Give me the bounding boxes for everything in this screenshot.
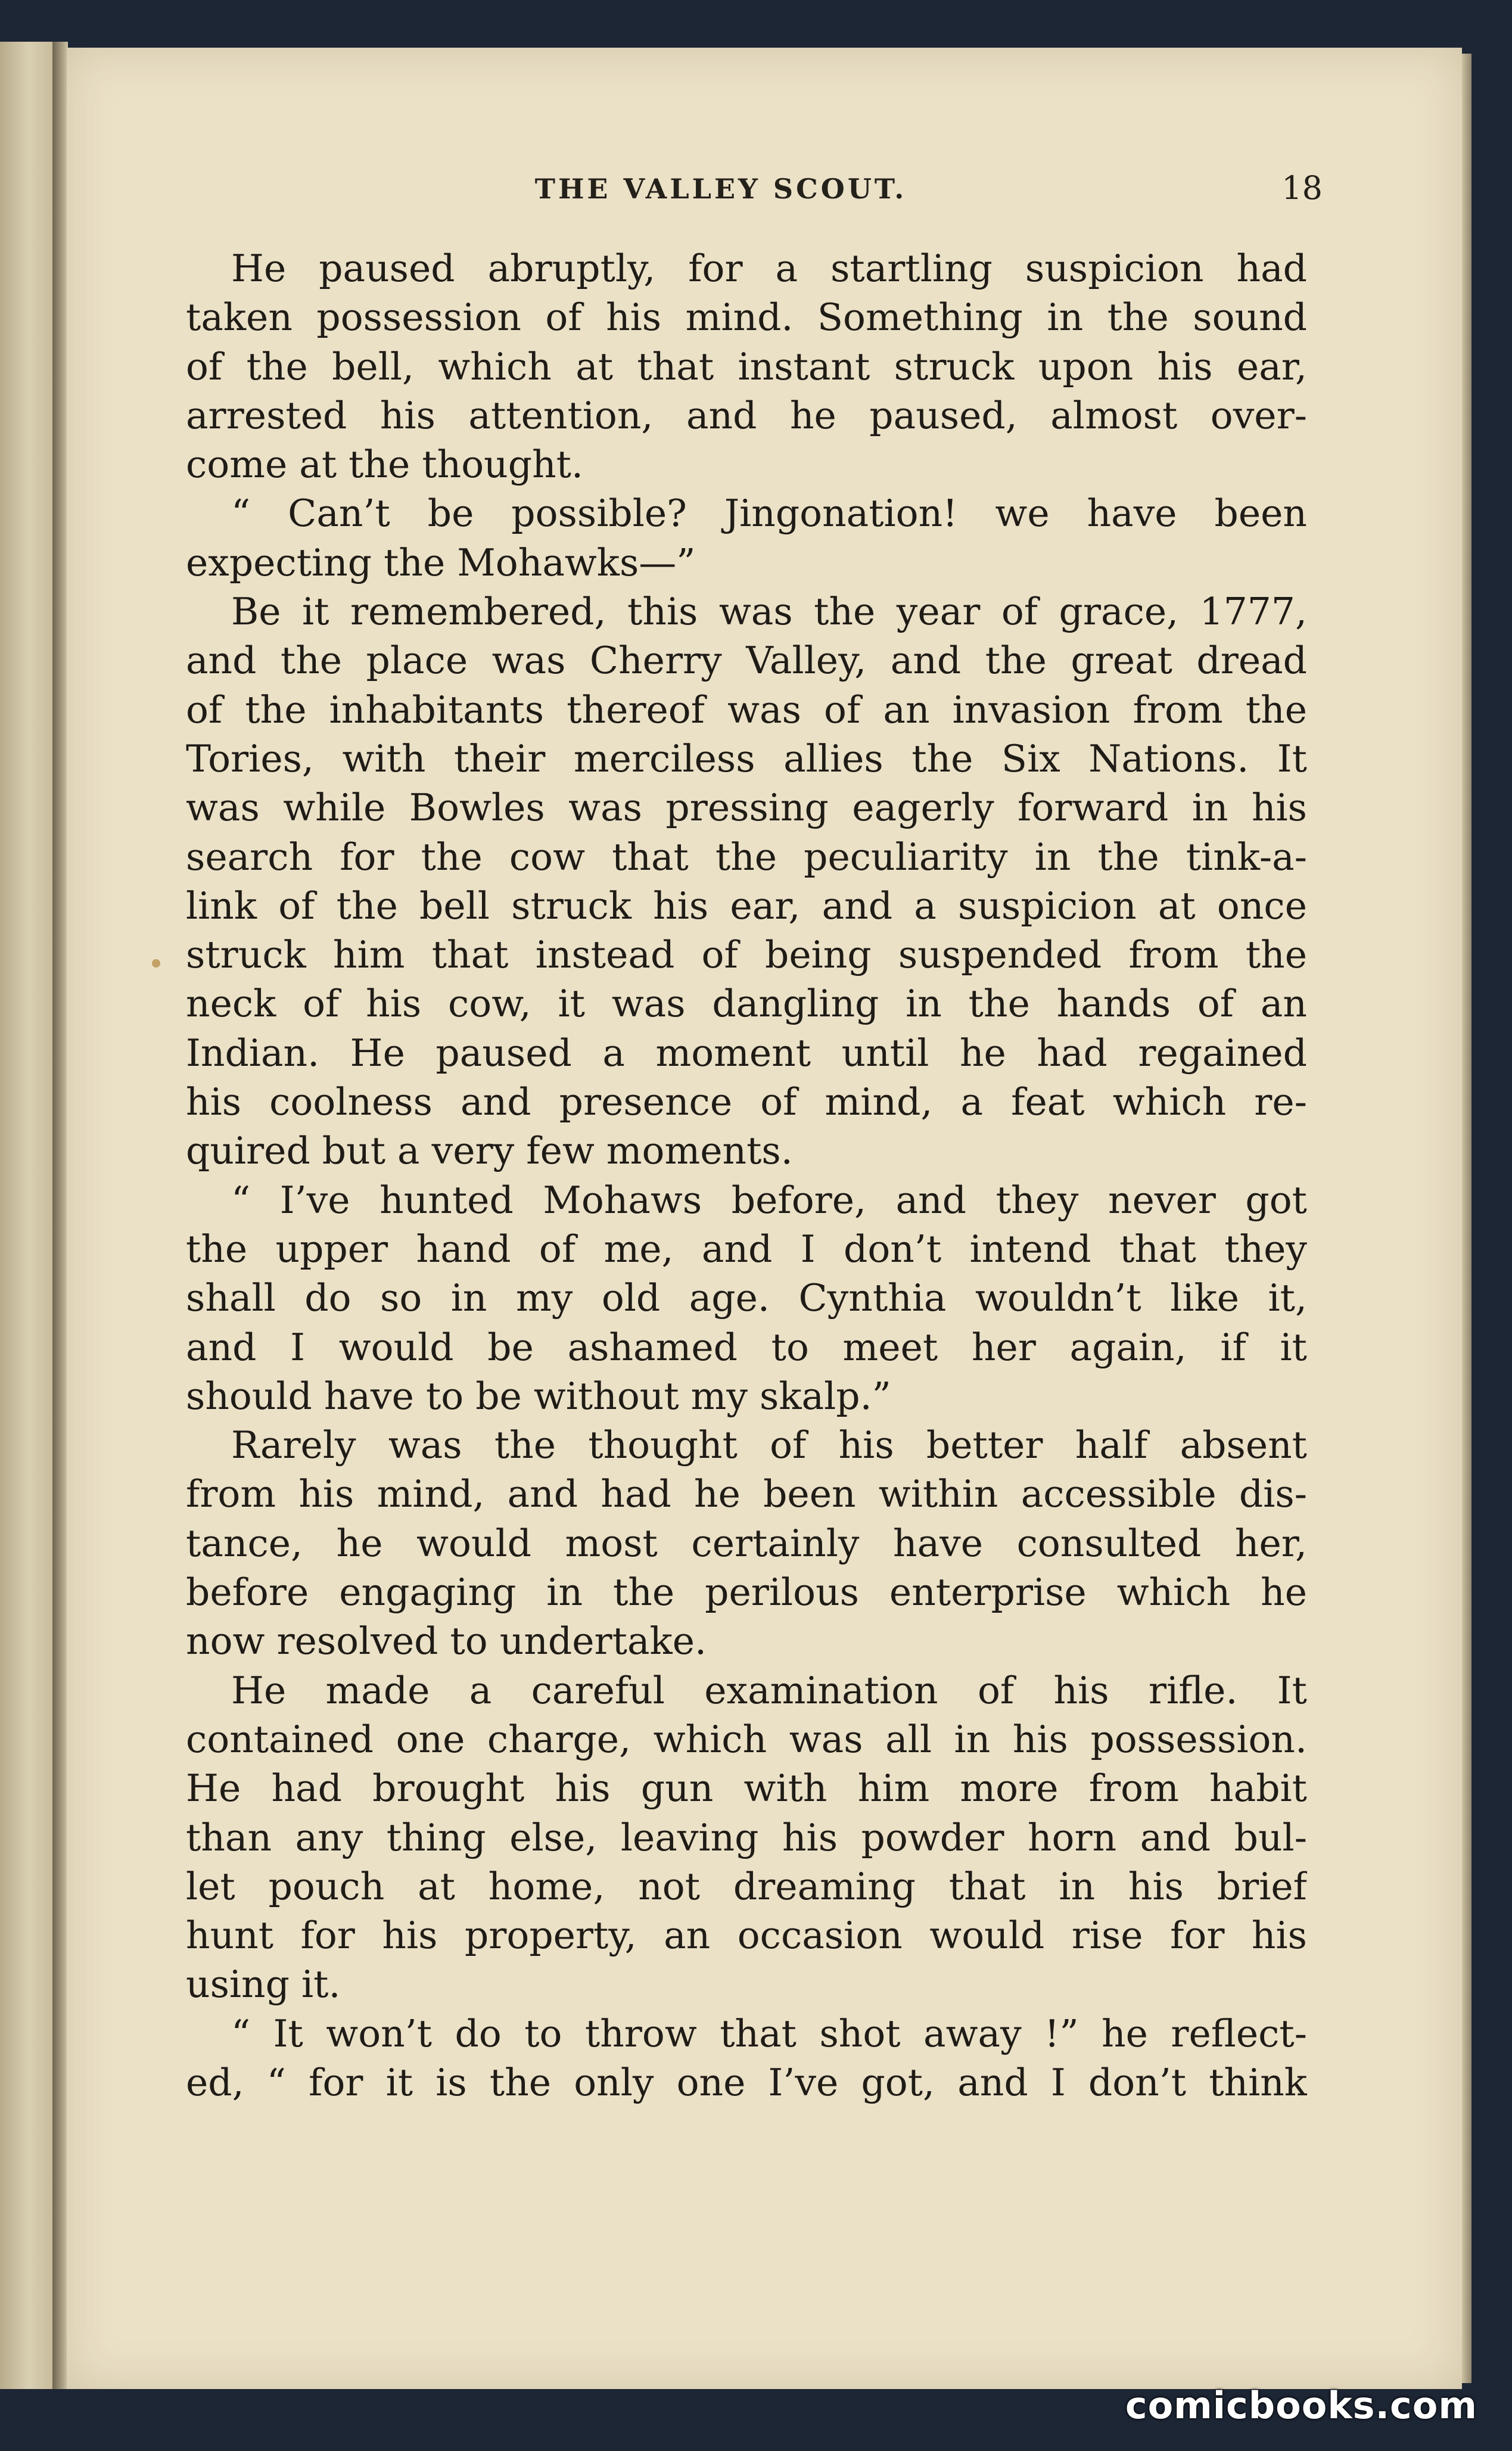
book-gutter <box>52 42 68 2389</box>
text-line: of the bell, which at that instant struck upon his ear, <box>186 344 1307 388</box>
text-line: ed, “ for it is the only one I’ve got, and I don’t think <box>186 2060 1307 2104</box>
text-line: He paused abruptly, for a startling suspicion had <box>231 247 1307 290</box>
text-line: “ I’ve hunted Mohaws before, and they never got <box>231 1178 1307 1222</box>
left-page-edge <box>0 42 52 2389</box>
text-line: neck of his cow, it was dangling in the hands of an <box>186 982 1307 1026</box>
page-number: 18 <box>1281 169 1323 207</box>
running-head-title: THE VALLEY SCOUT. <box>534 173 907 205</box>
text-line: from his mind, and had he been within accessible dis- <box>186 1472 1307 1516</box>
text-line: now resolved to undertake. <box>186 1619 707 1663</box>
page-edge-shadow <box>1462 54 1471 2383</box>
text-line: was while Bowles was pressing eagerly forward in his <box>186 786 1307 830</box>
text-line: expecting the Mohawks—” <box>186 540 696 584</box>
text-line: shall do so in my old age. Cynthia wouldn’t like it, <box>186 1276 1307 1320</box>
text-line: taken possession of his mind. Something in the sound <box>186 296 1307 340</box>
running-head <box>119 169 1323 214</box>
text-line: quired but a very few moments. <box>186 1129 793 1173</box>
text-line: hunt for his property, an occasion would rise for his <box>186 1914 1307 1958</box>
text-line: of the inhabitants thereof was of an invasion from the <box>186 688 1307 732</box>
text-line: contained one charge, which was all in his possession. <box>186 1717 1307 1761</box>
text-line: Tories, with their merciless allies the Six Nations. It <box>186 736 1307 780</box>
text-line: and the place was Cherry Valley, and the great dread <box>186 639 1307 683</box>
text-line: search for the cow that the peculiarity in the tink-a- <box>186 835 1307 879</box>
text-line: arrested his attention, and he paused, almost over- <box>186 393 1307 437</box>
text-line: Indian. He paused a moment until he had regained <box>186 1031 1307 1075</box>
text-line: and I would be ashamed to meet her again, if it <box>186 1325 1307 1369</box>
text-line: link of the bell struck his ear, and a suspicion at once <box>186 884 1307 928</box>
text-line: come at the thought. <box>186 443 584 487</box>
text-line: the upper hand of me, and I don’t intend that they <box>186 1227 1307 1271</box>
text-line: before engaging in the perilous enterprise which he <box>186 1570 1307 1615</box>
site-watermark: comicbooks.com <box>1125 2384 1477 2427</box>
text-line: Rarely was the thought of his better half absent <box>231 1423 1307 1467</box>
text-line: using it. <box>186 1962 341 2007</box>
text-line: should have to be without my skalp.” <box>186 1374 891 1418</box>
text-line: tance, he would most certainly have consulted her, <box>186 1521 1307 1565</box>
body-text <box>186 244 1307 2107</box>
text-line: He had brought his gun with him more from habit <box>186 1766 1307 1811</box>
text-line: his coolness and presence of mind, a feat which re- <box>186 1080 1307 1124</box>
text-line: struck him that instead of being suspended from the <box>186 933 1307 977</box>
text-line: than any thing else, leaving his powder horn and bul- <box>186 1815 1307 1859</box>
text-line: Be it remembered, this was the year of grace, 1777, <box>231 590 1307 634</box>
text-line: let pouch at home, not dreaming that in his brief <box>186 1864 1307 1908</box>
margin-ink-dot <box>152 959 160 968</box>
text-line: “ Can’t be possible? Jingonation! we have been <box>231 492 1307 536</box>
text-line: He made a careful examination of his rifle. It <box>231 1668 1307 1712</box>
text-line: “ It won’t do to throw that shot away !” he reflect- <box>231 2011 1307 2055</box>
